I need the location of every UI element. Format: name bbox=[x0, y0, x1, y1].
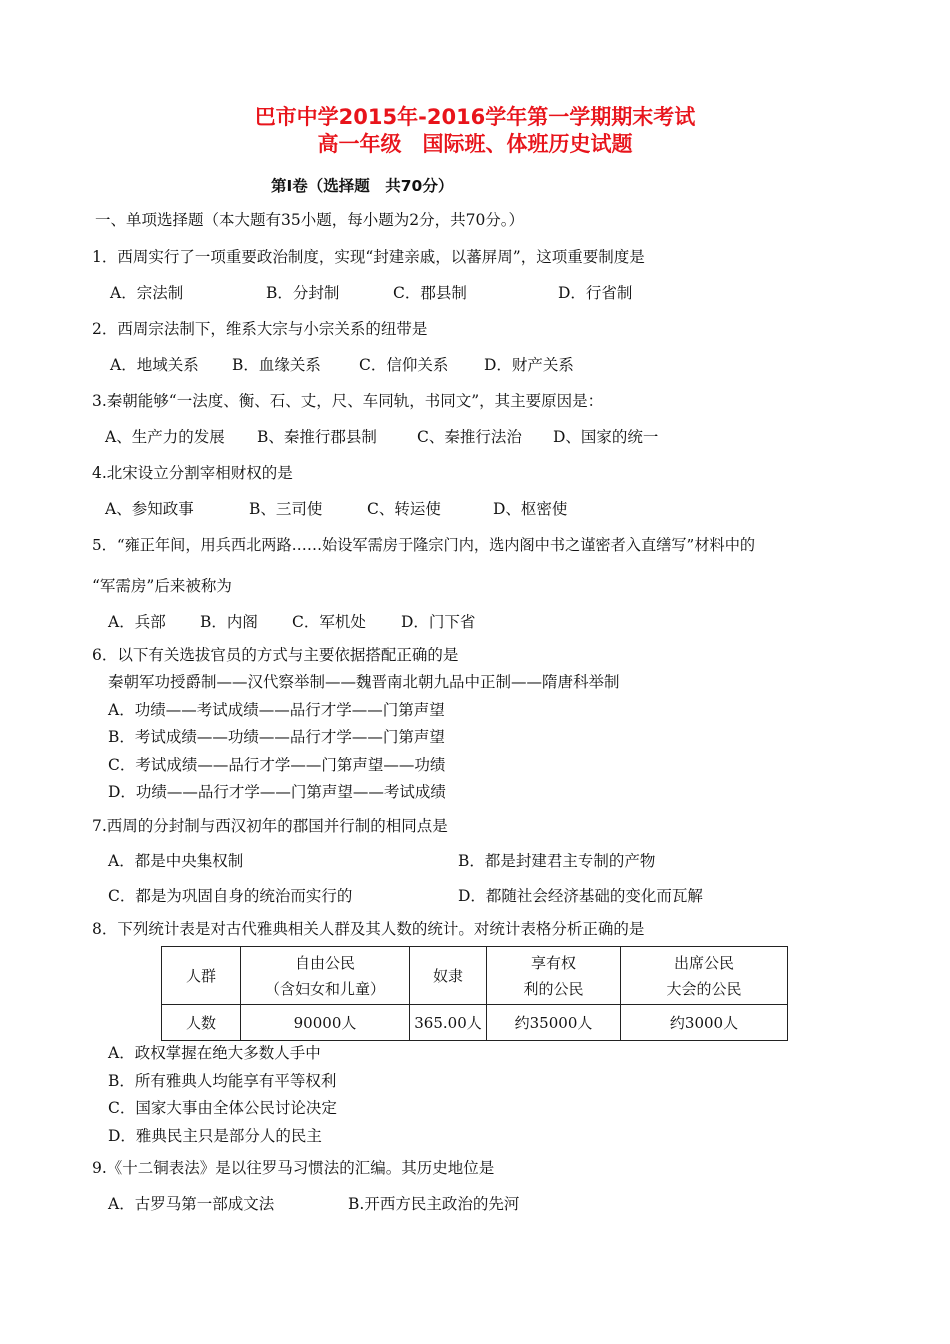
question-9-option-a: A．古罗马第一部成文法 bbox=[108, 1195, 275, 1213]
question-5-option-c: C．军机处 bbox=[292, 613, 366, 631]
question-3-option-a: A、生产力的发展 bbox=[105, 428, 225, 446]
question-6-sub: 秦朝军功授爵制——汉代察举制——魏晋南北朝九品中正制——隋唐科举制 bbox=[108, 673, 620, 691]
question-2-option-c: C．信仰关系 bbox=[359, 356, 449, 374]
exam-title-line2: 高一年级 国际班、体班历史试题 bbox=[317, 132, 633, 156]
question-1-stem: 1．西周实行了一项重要政治制度，实现“封建亲戚，以蕃屏周”，这项重要制度是 bbox=[92, 248, 645, 266]
question-7-stem: 7.西周的分封制与西汉初年的郡国并行制的相同点是 bbox=[92, 817, 448, 835]
question-3-option-d: D、国家的统一 bbox=[553, 428, 659, 446]
section-heading: 第Ⅰ卷（选择题 共70分） bbox=[271, 177, 454, 195]
question-8-option-a: A．政权掌握在绝大多数人手中 bbox=[108, 1044, 321, 1062]
question-9-stem: 9.《十二铜表法》是以往罗马习惯法的汇编。其历史地位是 bbox=[92, 1159, 495, 1177]
question-7-option-c: C．都是为巩固自身的统治而实行的 bbox=[108, 887, 353, 905]
table-header-group: 人群 bbox=[162, 947, 241, 1005]
question-7-option-a: A．都是中央集权制 bbox=[108, 852, 244, 870]
question-7-option-d: D．都随社会经济基础的变化而瓦解 bbox=[458, 887, 703, 905]
question-2-stem: 2．西周宗法制下，维系大宗与小宗关系的纽带是 bbox=[92, 320, 428, 338]
instruction: 一、单项选择题（本大题有35小题，每小题为2分，共70分。） bbox=[95, 211, 525, 229]
question-4-option-a: A、参知政事 bbox=[105, 500, 194, 518]
question-8-option-b: B．所有雅典人均能享有平等权利 bbox=[108, 1072, 337, 1090]
table-cell: 365.00人 bbox=[410, 1005, 487, 1041]
question-6-option-d: D．功绩——品行才学——门第声望——考试成绩 bbox=[108, 783, 446, 801]
table-cell: 约3000人 bbox=[621, 1005, 788, 1041]
question-8-option-d: D．雅典民主只是部分人的民主 bbox=[108, 1127, 322, 1145]
question-3-option-c: C、秦推行法治 bbox=[417, 428, 522, 446]
table-header-rights-citizens: 享有权 利的公民 bbox=[487, 947, 621, 1005]
table-row-label: 人数 bbox=[162, 1005, 241, 1041]
question-8-option-c: C．国家大事由全体公民讨论决定 bbox=[108, 1099, 337, 1117]
question-6-option-a: A．功绩——考试成绩——品行才学——门第声望 bbox=[108, 701, 445, 719]
question-4-stem: 4.北宋设立分割宰相财权的是 bbox=[92, 464, 293, 482]
question-5-option-a: A．兵部 bbox=[108, 613, 166, 631]
statistics-table bbox=[161, 946, 788, 1041]
question-1-option-b: B．分封制 bbox=[266, 284, 340, 302]
question-8-stem: 8．下列统计表是对古代雅典相关人群及其人数的统计。对统计表格分析正确的是 bbox=[92, 920, 645, 938]
question-2-option-d: D．财产关系 bbox=[484, 356, 574, 374]
question-7-option-b: B．都是封建君主专制的产物 bbox=[458, 852, 656, 870]
question-5-option-d: D．门下省 bbox=[401, 613, 476, 631]
question-4-option-b: B、三司使 bbox=[249, 500, 323, 518]
question-3-stem: 3.秦朝能够“一法度、衡、石、丈，尺、车同轨，书同文”，其主要原因是： bbox=[92, 392, 604, 410]
table-header-free-citizens: 自由公民 （含妇女和儿童） bbox=[241, 947, 410, 1005]
question-5-stem-continued: “军需房”后来被称为 bbox=[92, 577, 232, 595]
table-header-slaves: 奴隶 bbox=[410, 947, 487, 1005]
question-1-option-d: D．行省制 bbox=[558, 284, 633, 302]
question-3-option-b: B、秦推行郡县制 bbox=[257, 428, 377, 446]
table-header-assembly-citizens: 出席公民 大会的公民 bbox=[621, 947, 788, 1005]
question-4-option-d: D、枢密使 bbox=[493, 500, 568, 518]
question-1-option-a: A．宗法制 bbox=[110, 284, 184, 302]
table-row bbox=[162, 1005, 788, 1041]
question-5-stem: 5．“雍正年间，用兵西北两路……始设军需房于隆宗门内，选内阁中书之谨密者入直缮写”材料中的 bbox=[92, 536, 756, 554]
table-cell: 约35000人 bbox=[487, 1005, 621, 1041]
exam-title-line1: 巴市中学2015年-2016学年第一学期期末考试 bbox=[254, 105, 696, 129]
question-5-option-b: B．内阁 bbox=[200, 613, 258, 631]
question-6-stem: 6．以下有关选拔官员的方式与主要依据搭配正确的是 bbox=[92, 646, 459, 664]
question-6-option-b: B．考试成绩——功绩——品行才学——门第声望 bbox=[108, 728, 445, 746]
question-2-option-a: A．地域关系 bbox=[110, 356, 199, 374]
question-2-option-b: B．血缘关系 bbox=[232, 356, 321, 374]
question-6-option-c: C．考试成绩——品行才学——门第声望——功绩 bbox=[108, 756, 446, 774]
question-1-option-c: C．郡县制 bbox=[393, 284, 467, 302]
question-9-option-b: B.开西方民主政治的先河 bbox=[348, 1195, 520, 1213]
table-cell: 90000人 bbox=[241, 1005, 410, 1041]
question-4-option-c: C、转运使 bbox=[367, 500, 441, 518]
